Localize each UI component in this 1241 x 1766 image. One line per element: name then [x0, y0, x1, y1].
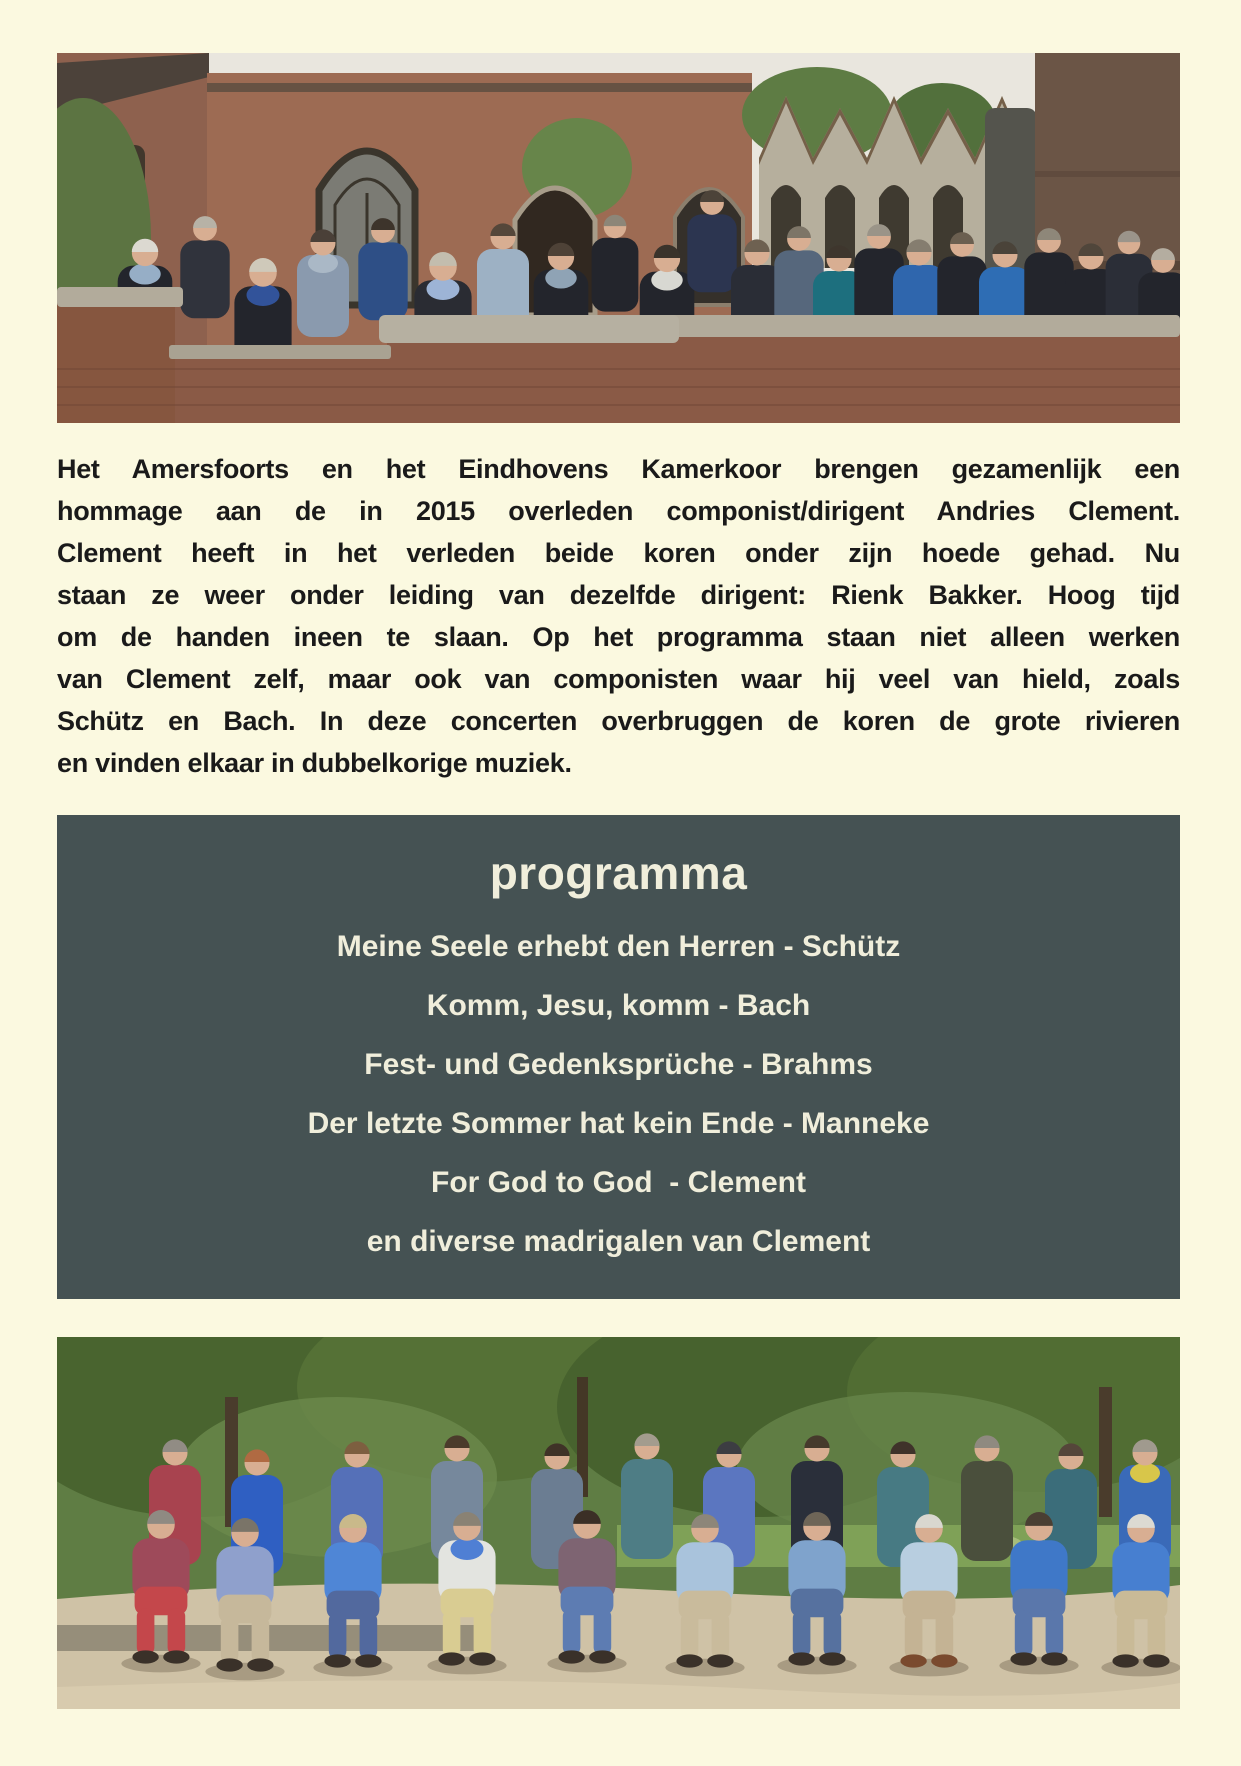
program-item: en diverse madrigalen van Clement — [366, 1225, 871, 1258]
paragraph-line: om de handen ineen te slaan. Op het programma staan niet alleen werken — [57, 622, 1180, 652]
program-item: Komm, Jesu, komm - Bach — [426, 989, 811, 1022]
intro-paragraph — [57, 448, 1180, 784]
bottom-choir-photo — [57, 1337, 1180, 1709]
program-panel — [57, 815, 1180, 1299]
paragraph-line: staan ze weer onder leiding van dezelfde dirigent: Rienk Bakker. Hoog tijd — [57, 580, 1180, 610]
paragraph-line: Clement heeft in het verleden beide koren onder zijn hoede gehad. Nu — [57, 538, 1180, 568]
program-list — [57, 917, 1180, 1271]
paragraph-line: hommage aan de in 2015 overleden componist/dirigent Andries Clement. — [57, 496, 1180, 526]
paragraph-line: en vinden elkaar in dubbelkorige muziek. — [57, 748, 572, 778]
paragraph-line: Schütz en Bach. In deze concerten overbruggen de koren de grote rivieren — [57, 706, 1180, 736]
bottom-choir-photo-graphic — [57, 1337, 1180, 1709]
paragraph-line: van Clement zelf, maar ook van componisten waar hij veel van hield, zoals — [57, 664, 1180, 694]
program-title: programma — [489, 847, 748, 899]
top-choir-photo-graphic — [57, 53, 1180, 423]
program-item: Meine Seele erhebt den Herren - Schütz — [336, 930, 901, 963]
paragraph-line: Het Amersfoorts en het Eindhovens Kamerkoor brengen gezamenlijk een — [57, 454, 1180, 484]
top-choir-photo — [57, 53, 1180, 423]
program-item: For God to God - Clement — [431, 1166, 806, 1199]
program-item: Der letzte Sommer hat kein Ende - Manneke — [307, 1107, 930, 1140]
program-item: Fest- und Gedenksprüche - Brahms — [364, 1048, 873, 1081]
